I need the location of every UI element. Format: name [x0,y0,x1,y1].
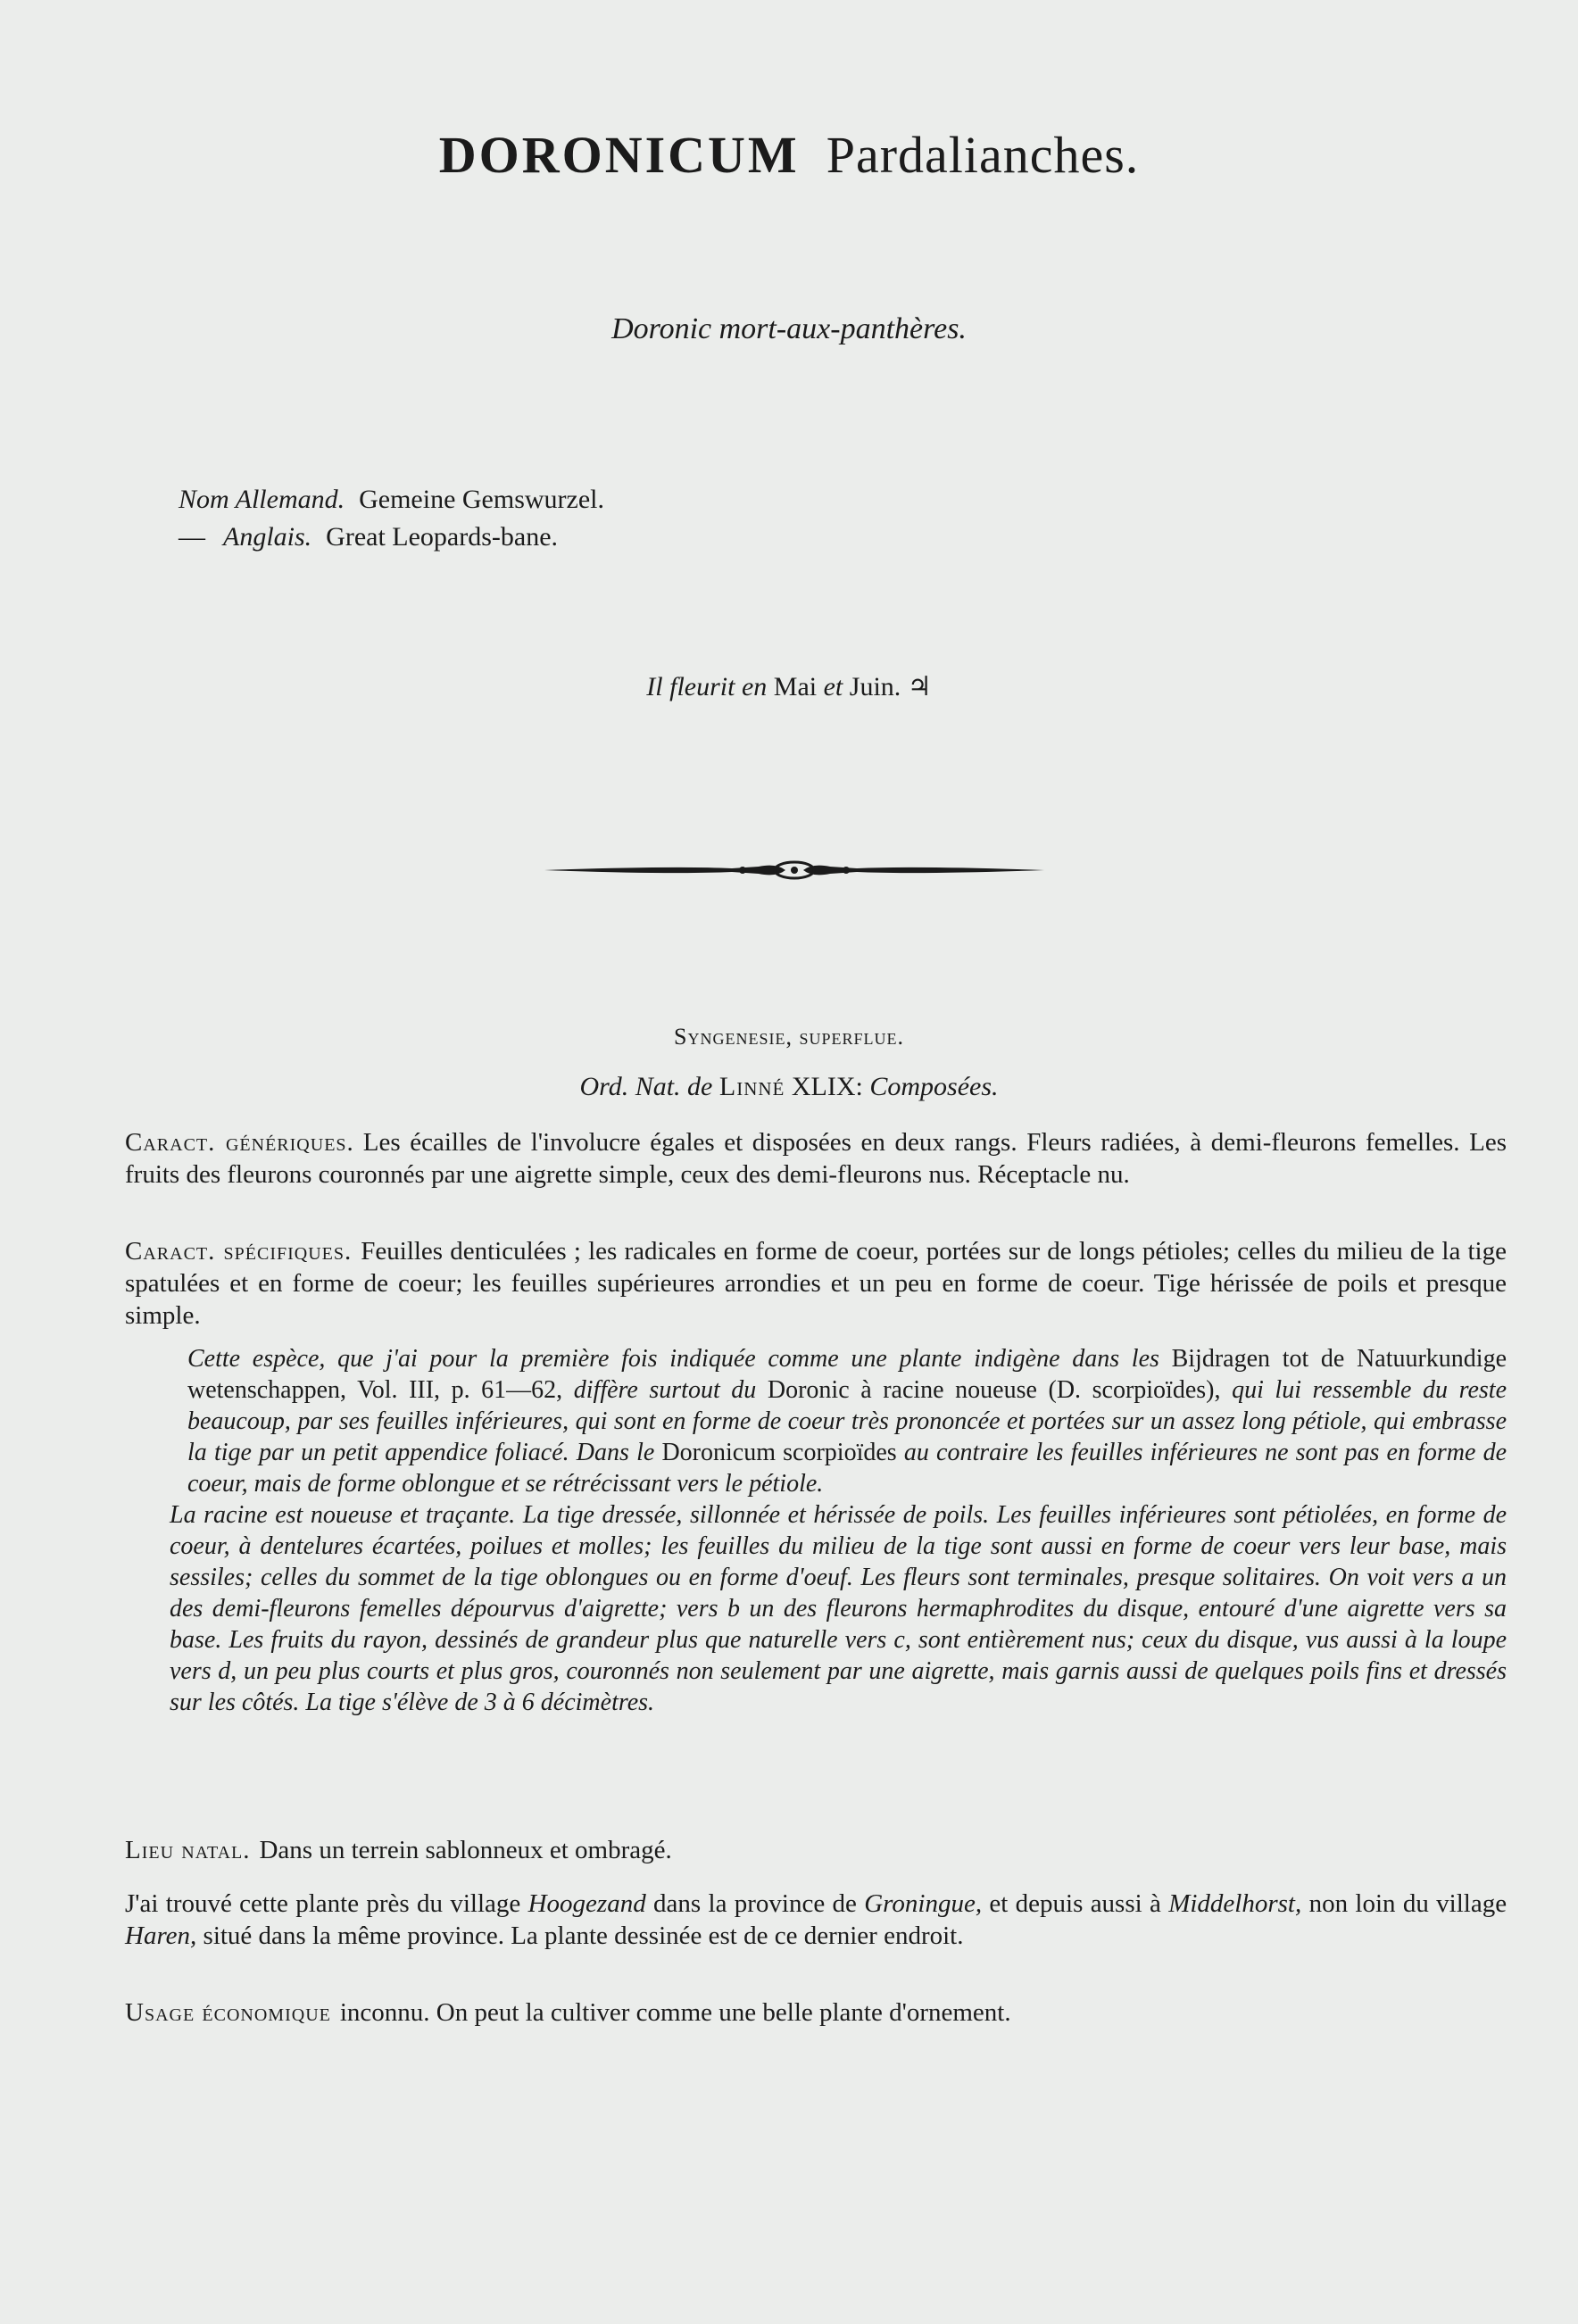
observation-text [170,1343,1507,1718]
location-paragraph [125,1888,1507,1952]
observation-paragraph-2: La racine est noueuse et traçante. La tige dressée, sillonnée et hérissée de poils. Les feuilles inférieures sont pétiolées, en forme de coeur, à dentelures écartées, poilues et molles; les feuilles du milieu de la tige sont aussi en forme de coeur vers leur base, mais sessiles; celles du sommet de la tige oblongues ou en forme d'oeuf. Les fleurs sont terminales, presque solitaires. On voit vers a un des demi-fleurons femelles dépourvus d'aigrette; vers b un des fleurons hermaphrodites du disque, entouré d'une aigrette vers sa base. Les fruits du rayon, dessinés de grandeur plus que naturelle vers c, sont entièrement nus; ceux du disque, vus aussi à la loupe vers d, un peu plus courts et plus gros, couronnés non seulement par une aigrette, mais garnis aussi de quelques poils fins et dressés sur les côtés. La tige s'élève de 3 à 6 décimètres. [170,1501,1507,1716]
flowering-time [0,671,1578,702]
common-name-value: Great Leopards-bane. [326,522,559,552]
genus-name: DORONICUM [438,126,800,184]
french-name: Doronic mort-aux-panthères. [611,312,967,345]
perennial-symbol: ♃ [907,672,932,701]
specific-label: Caract. spécifiques. [125,1237,353,1266]
place-name: Haren, [125,1921,197,1950]
place-name: Groningue, [864,1889,983,1918]
flowering-en: en [741,672,768,701]
place-name: Middelhorst, [1168,1889,1302,1918]
linnaean-system: Syngenesie, superflue. [674,1024,904,1050]
page-title [0,125,1578,185]
obs-species-ref: Doronicum scorpioïdes [661,1439,897,1466]
obs-text: diffère surtout du [573,1376,757,1404]
flowering-month-2: Juin. [849,672,901,701]
common-name-english [179,522,558,552]
generic-characters [125,1126,1507,1191]
obs-citation: Bijdragen tot de Natuurkundige wetenschappen, Vol. III, p. 61—62, [187,1345,1507,1404]
habitat-label: Lieu natal. [125,1836,251,1864]
location-text: et depuis aussi à [989,1889,1161,1918]
usage-label: Usage économique [125,1998,331,2027]
place-name: Hoogezand [527,1889,646,1918]
usage-text: inconnu. On peut la cultiver comme une belle plante d'ornement. [339,1998,1011,2027]
linne-name: Linné [718,1072,785,1101]
economic-usage [125,1996,1507,2029]
obs-text: Cette espèce, que j'ai pour la première fois indiquée comme une plante indigène dans les [187,1345,1159,1373]
flowering-intro: Il fleurit [646,672,735,701]
family-name: Composées. [869,1072,999,1101]
common-name-label: Anglais. [223,522,312,552]
specific-text: Feuilles denticulées ; les radicales en forme de coeur, portées sur de longs pétioles; celles du milieu de la tige spatulées et en forme de coeur; les feuilles supérieures arrondies et un peu en forme de coeur. Tige hérissée de poils et presque simple. [125,1237,1507,1330]
location-text: situé dans la même province. La plante dessinée est de ce dernier endroit. [203,1921,964,1950]
common-name-value: Gemeine Gemswurzel. [359,485,605,514]
specific-characters [125,1235,1507,1332]
location-text: J'ai trouvé cette plante près du village [125,1889,521,1918]
location-text: dans la province de [653,1889,857,1918]
generic-text: Les écailles de l'involucre égales et disposées en deux rangs. Fleurs radiées, à demi-fleurons femelles. Les fruits des fleurons couronnés par une aigrette simple, ceux des demi-fleurons nus. Réceptacle nu. [125,1128,1507,1189]
ord-label: Ord. Nat. de [579,1072,713,1101]
habitat-text: Dans un terrein sablonneux et ombragé. [259,1836,672,1864]
natural-order [0,1072,1578,1102]
obs-text: au contraire les feuilles inférieures ne sont pas en forme de coeur, mais de forme oblongue et se rétrécissant vers le pétiole. [187,1439,1507,1498]
location-text: non loin du village [1308,1889,1507,1918]
ornament-divider [536,852,1053,888]
obs-species-ref: Doronic à racine noueuse (D. scorpioïdes), [767,1376,1221,1404]
species-name: Pardalianches. [826,126,1140,184]
generic-label: Caract. génériques. [125,1128,354,1157]
common-name-german [179,485,604,515]
obs-text: qui lui ressemble du reste beaucoup, par ses feuilles inférieures, qui sont en forme de coeur très prononcée et portées sur un assez long pétiole, qui embrasse la tige par un petit appendice foliacé. Dans le [187,1376,1507,1466]
ditto-dash: — [179,522,205,552]
habitat [125,1834,1507,1866]
observation-paragraph-1 [187,1343,1507,1499]
flowering-month-1: Mai [773,672,818,701]
flowering-et: et [823,672,843,701]
ord-number: XLIX: [791,1072,863,1101]
common-name-label: Nom Allemand. [179,485,345,514]
